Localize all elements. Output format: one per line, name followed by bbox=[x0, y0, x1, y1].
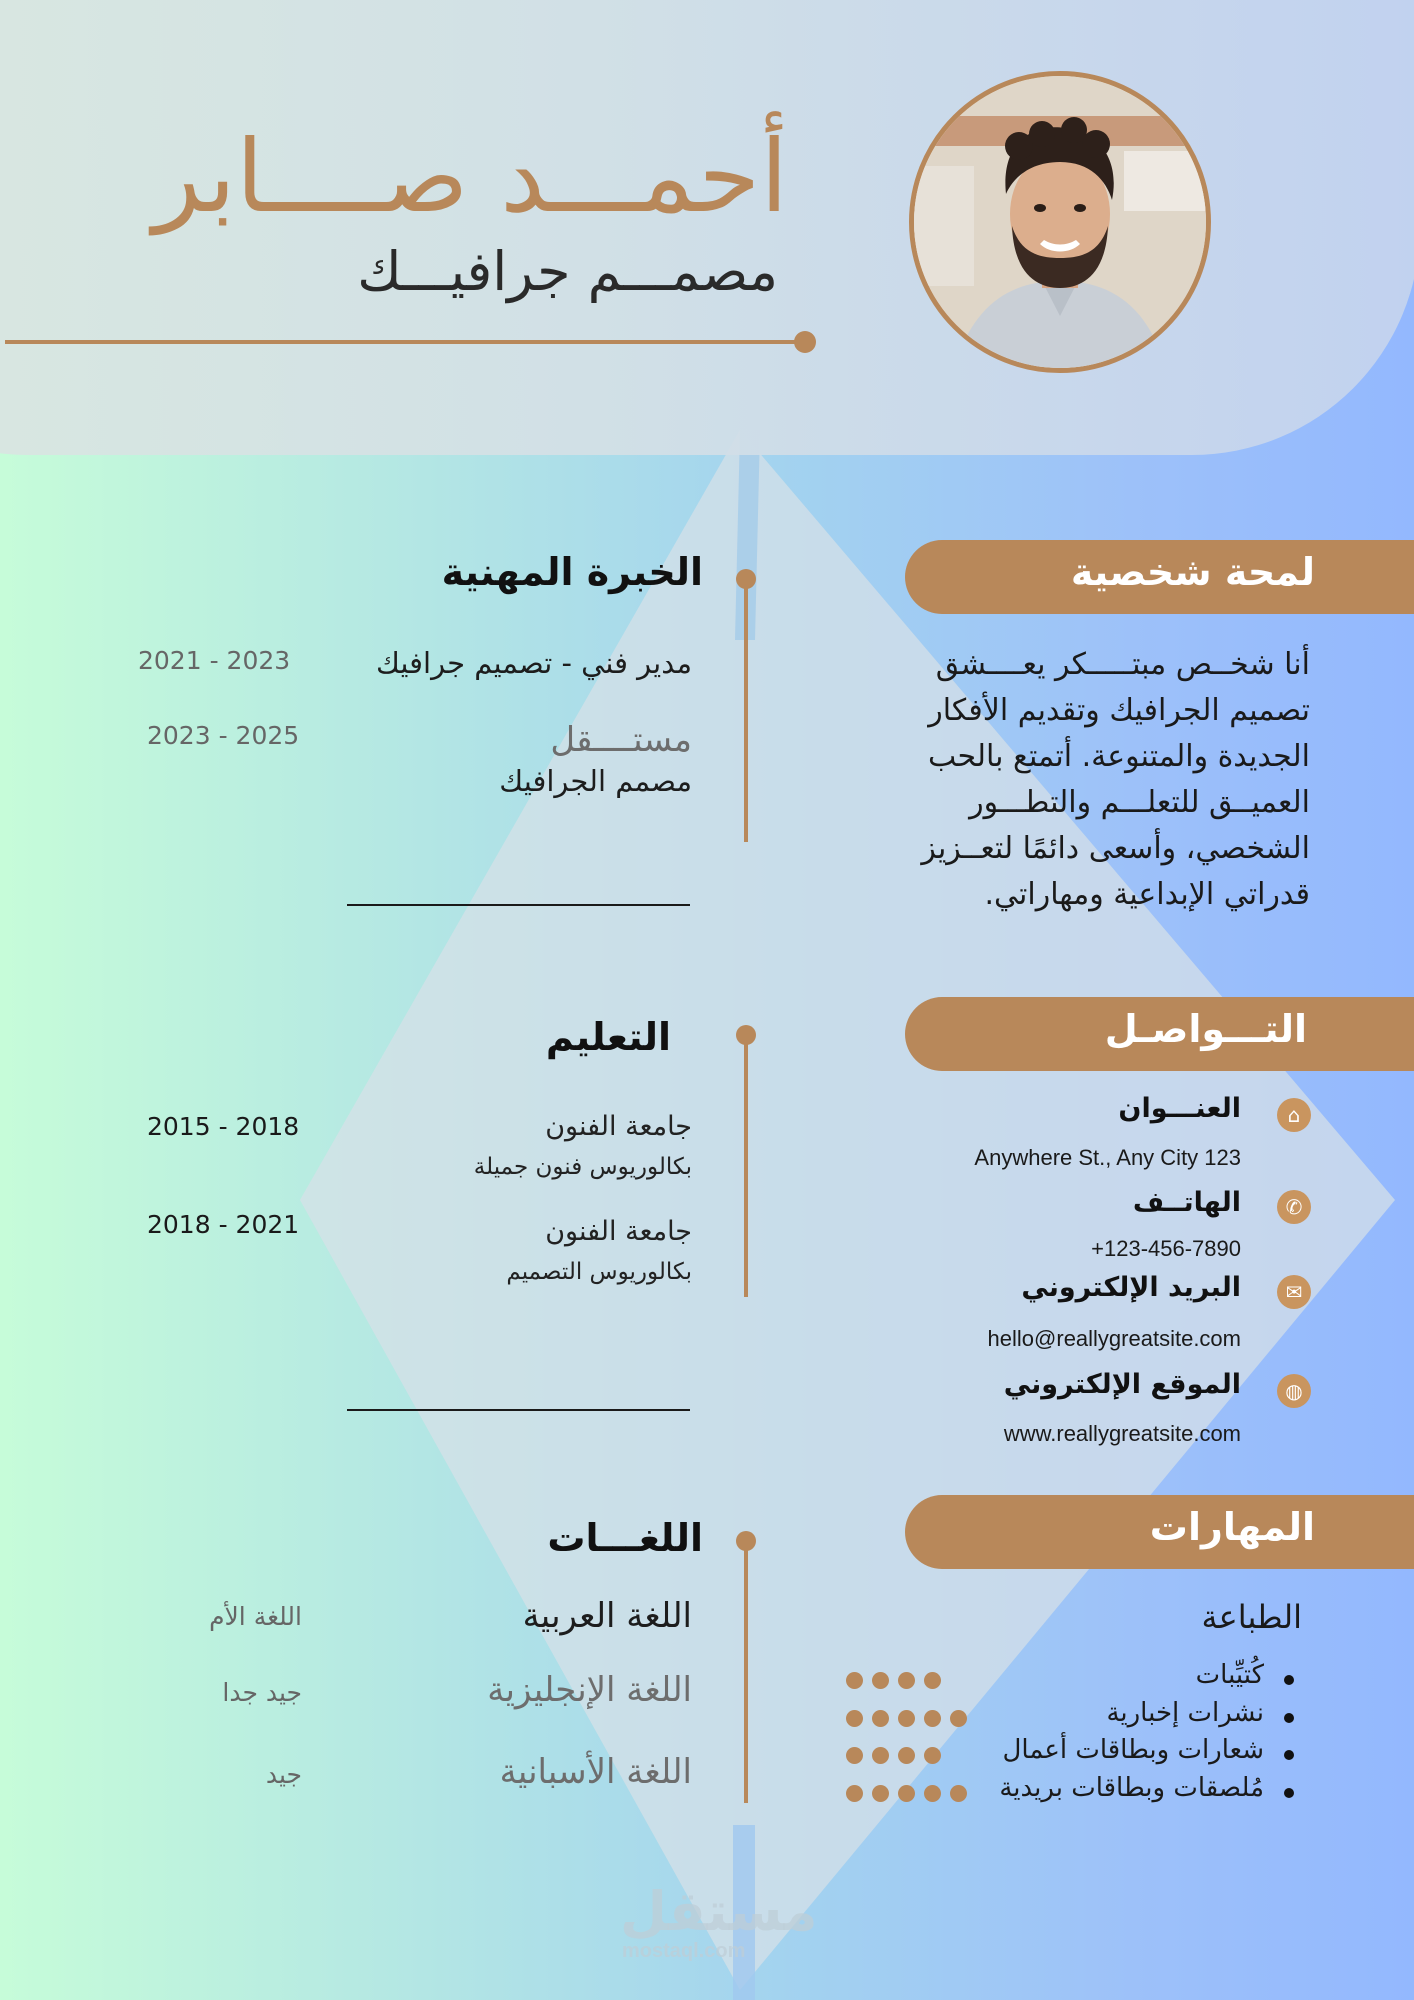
skill-item: نشرات إخبارية bbox=[1106, 1698, 1264, 1728]
contact-value: Anywhere St., Any City 123 bbox=[974, 1145, 1241, 1170]
skill-item: مُلصقات وبطاقات بريدية bbox=[999, 1773, 1264, 1803]
phone-icon: ✆ bbox=[1277, 1190, 1311, 1224]
education-section-title: التعليم bbox=[545, 1015, 671, 1059]
skill-rating-dot bbox=[846, 1672, 863, 1689]
skill-rating-dot bbox=[924, 1747, 941, 1764]
contact-label: البريد الإلكتروني bbox=[1021, 1272, 1241, 1303]
experience-sub: مصمم الجرافيك bbox=[499, 764, 692, 798]
experience-role: مدير فني - تصميم جرافيك bbox=[375, 646, 692, 680]
skill-item: كُتيِّبات bbox=[1195, 1660, 1264, 1690]
contact-label: العنـــوان bbox=[1118, 1093, 1241, 1124]
languages-timeline-line bbox=[744, 1541, 748, 1803]
contact-section-title: التـــواصـل bbox=[1104, 1007, 1307, 1051]
skill-rating-dot bbox=[898, 1672, 915, 1689]
contact-value: www.reallygreatsite.com bbox=[1003, 1421, 1241, 1446]
experience-role: مستــــقل bbox=[550, 720, 692, 760]
education-date: 2015 - 2018 bbox=[147, 1112, 300, 1141]
watermark-logo: مستقل bbox=[620, 1880, 818, 1943]
job-title: مصمـــم جرافيـــك bbox=[357, 240, 778, 303]
profile-photo bbox=[909, 71, 1211, 373]
profile-section-header bbox=[905, 540, 1414, 614]
person-name: أحمـــد صــــابر bbox=[152, 118, 788, 235]
language-level: جيد bbox=[265, 1760, 302, 1789]
mail-icon: ✉ bbox=[1277, 1275, 1311, 1309]
language-name: اللغة الأسبانية bbox=[499, 1752, 692, 1792]
skill-rating-dot bbox=[872, 1710, 889, 1727]
globe-icon: ◍ bbox=[1277, 1374, 1311, 1408]
profile-text: أنا شخــص مبتـــــكر يعــــشق تصميم الجرافيك وتقديم الأفكار الجديدة والمتنوعة. أتمتع بالحب العميــق للتعلـــم والتطـــور الشخصي، وأسعى دائمًا لتعــزيز قدراتي الإبداعية ومهاراتي. bbox=[921, 647, 1310, 912]
language-level: جيد جدا bbox=[222, 1678, 302, 1707]
skill-rating-dot bbox=[898, 1747, 915, 1764]
contact-value: hello@reallygreatsite.com bbox=[987, 1326, 1241, 1351]
contact-section-header bbox=[905, 997, 1414, 1071]
skill-item: شعارات وبطاقات أعمال bbox=[1002, 1735, 1264, 1765]
contact-label: الهاتــف bbox=[1132, 1187, 1241, 1218]
language-name: اللغة الإنجليزية bbox=[487, 1670, 692, 1710]
education-date: 2018 - 2021 bbox=[147, 1210, 300, 1239]
skill-rating-dot bbox=[872, 1672, 889, 1689]
skill-rating-dot bbox=[924, 1710, 941, 1727]
skill-rating-dot bbox=[898, 1710, 915, 1727]
skill-rating-dot bbox=[846, 1785, 863, 1802]
skill-rating-dot bbox=[924, 1785, 941, 1802]
section-divider bbox=[347, 904, 690, 906]
skill-rating-dot bbox=[950, 1710, 967, 1727]
experience-date: 2021 - 2023 bbox=[138, 646, 291, 675]
skill-rating-dot bbox=[872, 1785, 889, 1802]
skills-section-title: المهارات bbox=[1149, 1505, 1315, 1549]
home-icon: ⌂ bbox=[1277, 1098, 1311, 1132]
languages-section-title: اللغـــات bbox=[547, 1516, 703, 1560]
experience-timeline-line bbox=[744, 580, 748, 842]
contact-value: +123-456-7890 bbox=[1091, 1236, 1241, 1261]
profile-section-title: لمحة شخصية bbox=[1070, 550, 1315, 594]
education-school: جامعة الفنون bbox=[545, 1216, 692, 1247]
skill-rating-dot bbox=[898, 1785, 915, 1802]
skill-rating-dot bbox=[872, 1747, 889, 1764]
skill-bullet bbox=[1284, 1713, 1294, 1723]
skill-rating-dot bbox=[846, 1747, 863, 1764]
education-degree: بكالوريوس فنون جميلة bbox=[473, 1154, 692, 1180]
education-school: جامعة الفنون bbox=[545, 1111, 692, 1142]
skill-rating-dot bbox=[950, 1785, 967, 1802]
language-name: اللغة العربية bbox=[522, 1596, 692, 1636]
education-timeline-line bbox=[744, 1035, 748, 1297]
contact-label: الموقع الإلكتروني bbox=[1003, 1369, 1241, 1400]
skill-rating-dot bbox=[846, 1710, 863, 1727]
skill-bullet bbox=[1284, 1788, 1294, 1798]
skill-bullet bbox=[1284, 1675, 1294, 1685]
skills-section-header bbox=[905, 1495, 1414, 1569]
skill-bullet bbox=[1284, 1750, 1294, 1760]
header-divider bbox=[5, 340, 805, 344]
language-level: اللغة الأم bbox=[209, 1602, 302, 1631]
education-degree: بكالوريوس التصميم bbox=[506, 1259, 692, 1285]
skills-subtitle: الطباعة bbox=[1201, 1598, 1302, 1636]
skill-rating-dot bbox=[924, 1672, 941, 1689]
experience-date: 2023 - 2025 bbox=[147, 721, 300, 750]
experience-section-title: الخبرة المهنية bbox=[441, 550, 703, 594]
header-divider-dot bbox=[794, 331, 816, 353]
profile-photo-illustration bbox=[914, 76, 1206, 368]
watermark-domain: mostaql.com bbox=[622, 1940, 746, 1962]
section-divider bbox=[347, 1409, 690, 1411]
